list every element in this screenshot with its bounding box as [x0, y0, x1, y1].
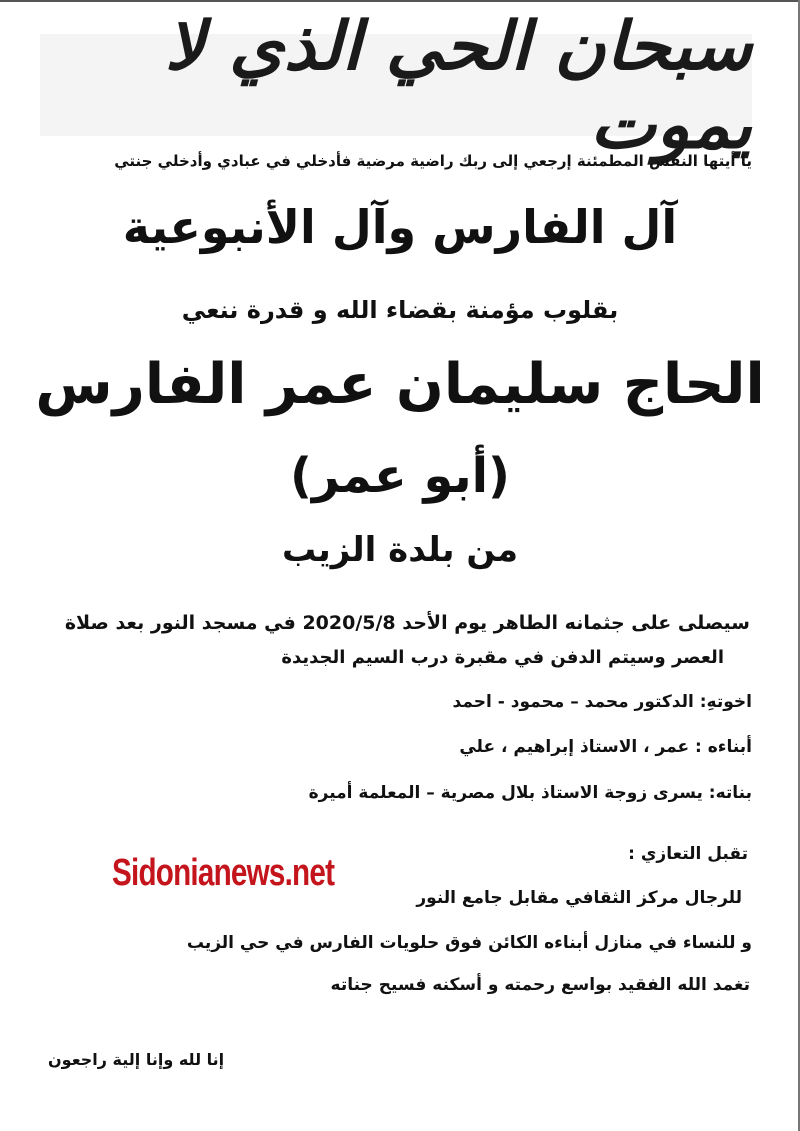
condolence-prayer: تغمد الله الفقيد بواسع رحمته و أسكنه فسيح جناته [330, 975, 750, 995]
families-title: آل الفارس وآل الأنبوعية [122, 200, 678, 254]
condolences-men: للرجال مركز الثقافي مقابل جامع النور [416, 888, 742, 908]
daughters-line: بناته: يسرى زوجة الاستاذ بلال مصرية – المعلمة أميرة [308, 783, 752, 803]
sons-line: أبناءه : عمر ، الاستاذ إبراهيم ، علي [459, 737, 752, 757]
funeral-line-1: سيصلى على جثمانه الطاهر يوم الأحد 2020/5/8 في مسجد النور بعد صلاة [64, 612, 750, 634]
deceased-kunya: (أبو عمر) [290, 448, 510, 504]
funeral-line-2: العصر وسيتم الدفن في مقبرة درب السيم الجديدة [281, 647, 724, 668]
closing-phrase: إنا لله وإنا إلية راجعون [48, 1050, 225, 1069]
condolences-women: و للنساء في منازل أبناءه الكائن فوق حلويات الفارس في حي الزيب [186, 933, 752, 953]
announcement-intro: بقلوب مؤمنة بقضاء الله و قدرة ننعي [181, 296, 619, 324]
quran-verse: يا أيتها النفس المطمئنة إرجعي إلى ربك راضية مرضية فأدخلي في عبادي وأدخلي جنتي [114, 152, 752, 170]
deceased-name: الحاج سليمان عمر الفارس [35, 352, 765, 417]
calligraphy-text: سبحان الحي الذي لا يموت [164, 6, 752, 164]
site-watermark: Sidonianews.net [112, 852, 335, 894]
brothers-line: اخوتهِ: الدكتور محمد – محمود - احمد [452, 692, 752, 712]
hometown: من بلدة الزيب [281, 530, 518, 570]
condolences-heading: تقبل التعازي : [628, 844, 748, 864]
page-top-edge [0, 0, 800, 2]
